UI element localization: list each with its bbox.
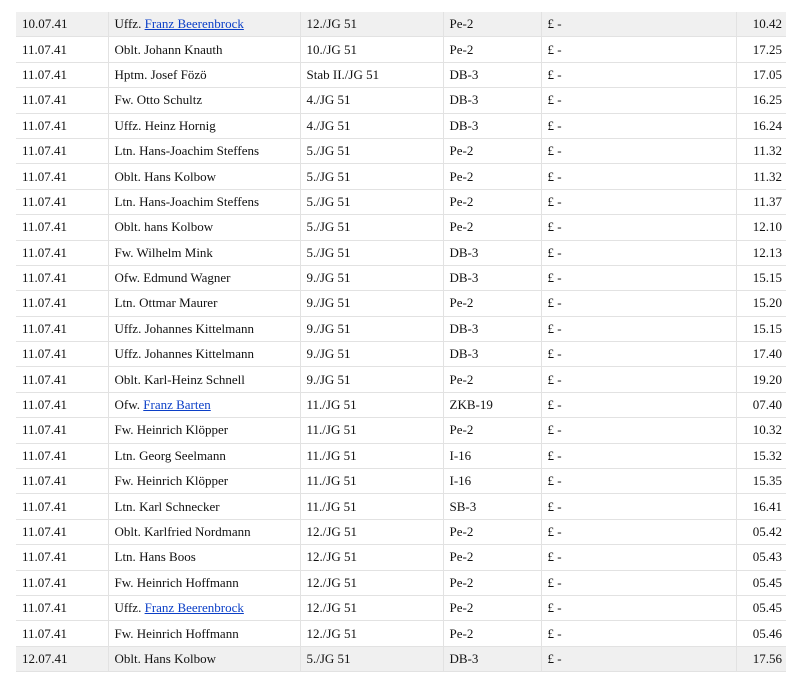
aircraft-type-cell: DB-3 [443,316,541,341]
pilot-rank: Oblt. [114,650,141,666]
date-cell: 11.07.41 [16,443,108,468]
aircraft-type-cell: Pe-2 [443,621,541,646]
pilot-rank: Fw. [114,92,134,108]
time-cell: 16.41 [736,494,786,519]
pilot-name: Wilhelm Mink [136,244,213,260]
pilot-name: Heinz Hornig [144,117,216,133]
pilot-cell [108,392,300,417]
pilot-cell [108,189,300,214]
table-row [16,621,786,646]
location-cell: £ - [541,240,736,265]
aircraft-type-cell: Pe-2 [443,215,541,240]
pilot-rank: Fw. [114,422,134,438]
pilot-cell [108,291,300,316]
table-row [16,469,786,494]
time-cell: 11.32 [736,138,786,163]
aircraft-type-cell: Pe-2 [443,367,541,392]
location-cell: £ - [541,392,736,417]
pilot-rank: Oblt. [114,524,141,539]
pilot-name: Hans-Joachim Steffens [139,143,260,159]
unit-cell: 12./JG 51 [300,519,443,544]
pilot-name: Johannes Kittelmann [144,346,254,362]
pilot-rank: Fw. [114,244,134,260]
aircraft-type-cell: DB-3 [443,62,541,87]
table-row [16,215,786,240]
date-cell: 11.07.41 [16,37,108,62]
table-body [16,12,786,672]
unit-cell: 11./JG 51 [300,392,443,417]
location-cell: £ - [541,189,736,214]
time-cell: 11.32 [736,164,786,189]
time-cell: 15.15 [736,316,786,341]
unit-cell: 5./JG 51 [300,240,443,265]
pilot-cell [108,519,300,544]
unit-cell: 10./JG 51 [300,37,443,62]
table-row [16,367,786,392]
pilot-rank: Oblt. [114,219,141,235]
time-cell: 12.13 [736,240,786,265]
time-cell: 16.24 [736,113,786,138]
aircraft-type-cell: Pe-2 [443,418,541,443]
table-row [16,494,786,519]
time-cell: 10.42 [736,12,786,37]
location-cell: £ - [541,646,736,671]
table-row [16,291,786,316]
time-cell: 17.40 [736,342,786,367]
date-cell: 11.07.41 [16,570,108,595]
location-cell: £ - [541,595,736,620]
pilot-cell [108,342,300,367]
table-row [16,392,786,417]
table-row [16,265,786,290]
time-cell: 17.25 [736,37,786,62]
pilot-rank: Oblt. [114,41,141,57]
time-cell: 15.20 [736,291,786,316]
pilot-name: hans Kolbow [144,219,214,235]
date-cell: 11.07.41 [16,316,108,341]
pilot-rank: Ltn. [114,447,136,463]
unit-cell: 9./JG 51 [300,367,443,392]
location-cell: £ - [541,545,736,570]
pilot-rank: Uffz. [114,346,142,362]
location-cell: £ - [541,12,736,37]
unit-cell: 11./JG 51 [300,418,443,443]
date-cell: 11.07.41 [16,88,108,113]
table-row [16,316,786,341]
pilot-cell [108,113,300,138]
aircraft-type-cell: Pe-2 [443,519,541,544]
aircraft-type-cell: Pe-2 [443,545,541,570]
pilot-cell [108,12,300,37]
table-row [16,164,786,189]
pilot-name: Edmund Wagner [143,270,231,286]
time-cell: 05.46 [736,621,786,646]
victory-claims-table [16,12,786,672]
aircraft-type-cell: Pe-2 [443,164,541,189]
date-cell: 11.07.41 [16,265,108,290]
pilot-cell [108,621,300,646]
aircraft-type-cell: Pe-2 [443,291,541,316]
date-cell: 11.07.41 [16,621,108,646]
location-cell: £ - [541,62,736,87]
time-cell: 11.37 [736,189,786,214]
aircraft-type-cell: ZKB-19 [443,392,541,417]
location-cell: £ - [541,570,736,595]
unit-cell: 9./JG 51 [300,265,443,290]
location-cell: £ - [541,164,736,189]
date-cell: 11.07.41 [16,342,108,367]
aircraft-type-cell: DB-3 [443,113,541,138]
pilot-cell [108,595,300,620]
unit-cell: 12./JG 51 [300,570,443,595]
pilot-name: Karl Schnecker [139,498,220,514]
time-cell: 15.35 [736,469,786,494]
pilot-name-link[interactable]: Franz Beerenbrock [144,16,244,32]
table-row [16,342,786,367]
aircraft-type-cell: DB-3 [443,646,541,671]
date-cell: 12.07.41 [16,646,108,671]
table-row [16,12,786,37]
victory-claims-table-container [16,12,786,672]
location-cell: £ - [541,138,736,163]
table-row [16,545,786,570]
time-cell: 17.56 [736,646,786,671]
aircraft-type-cell: Pe-2 [443,189,541,214]
table-row [16,519,786,544]
date-cell: 11.07.41 [16,189,108,214]
date-cell: 11.07.41 [16,392,108,417]
table-row [16,113,786,138]
location-cell: £ - [541,621,736,646]
pilot-rank: Ofw. [114,270,141,286]
aircraft-type-cell: I-16 [443,469,541,494]
table-row [16,570,786,595]
aircraft-type-cell: Pe-2 [443,12,541,37]
pilot-rank: Uffz. [114,600,142,616]
pilot-name: Hans Kolbow [144,168,216,184]
unit-cell: 5./JG 51 [300,138,443,163]
pilot-cell [108,443,300,468]
pilot-rank: Ltn. [114,295,136,311]
pilot-rank: Uffz. [114,16,142,32]
aircraft-type-cell: Pe-2 [443,570,541,595]
date-cell: 11.07.41 [16,215,108,240]
pilot-cell [108,240,300,265]
pilot-name: Heinrich Hoffmann [136,625,239,641]
unit-cell: 12./JG 51 [300,545,443,570]
time-cell: 05.42 [736,519,786,544]
pilot-name-link[interactable]: Franz Beerenbrock [144,600,244,616]
location-cell: £ - [541,469,736,494]
location-cell: £ - [541,113,736,138]
time-cell: 16.25 [736,88,786,113]
table-row [16,240,786,265]
pilot-cell [108,88,300,113]
location-cell: £ - [541,316,736,341]
time-cell: 10.32 [736,418,786,443]
date-cell: 11.07.41 [16,164,108,189]
date-cell: 11.07.41 [16,367,108,392]
pilot-rank: Ofw. [114,397,141,413]
unit-cell: 5./JG 51 [300,215,443,240]
unit-cell: 5./JG 51 [300,189,443,214]
aircraft-type-cell: DB-3 [443,240,541,265]
table-row [16,646,786,671]
time-cell: 05.45 [736,570,786,595]
location-cell: £ - [541,443,736,468]
aircraft-type-cell: Pe-2 [443,138,541,163]
pilot-name: Karlfried Nordmann [144,524,251,539]
date-cell: 11.07.41 [16,138,108,163]
pilot-cell [108,418,300,443]
unit-cell: 12./JG 51 [300,621,443,646]
aircraft-type-cell: I-16 [443,443,541,468]
table-row [16,62,786,87]
pilot-rank: Ltn. [114,143,136,159]
location-cell: £ - [541,88,736,113]
pilot-cell [108,545,300,570]
pilot-name: Hans Boos [139,549,196,565]
pilot-rank: Fw. [114,473,134,489]
pilot-cell [108,646,300,671]
date-cell: 11.07.41 [16,545,108,570]
unit-cell: 11./JG 51 [300,443,443,468]
pilot-rank: Oblt. [114,371,141,387]
table-row [16,443,786,468]
pilot-cell [108,215,300,240]
pilot-rank: Fw. [114,625,134,641]
unit-cell: 11./JG 51 [300,469,443,494]
unit-cell: 9./JG 51 [300,316,443,341]
aircraft-type-cell: DB-3 [443,342,541,367]
unit-cell: 11./JG 51 [300,494,443,519]
aircraft-type-cell: SB-3 [443,494,541,519]
aircraft-type-cell: DB-3 [443,265,541,290]
pilot-rank: Fw. [114,574,134,590]
time-cell: 17.05 [736,62,786,87]
pilot-name: Georg Seelmann [139,447,226,463]
location-cell: £ - [541,265,736,290]
unit-cell: 4./JG 51 [300,88,443,113]
table-row [16,37,786,62]
pilot-rank: Ltn. [114,549,136,565]
time-cell: 05.43 [736,545,786,570]
pilot-name: Johann Knauth [144,41,223,57]
date-cell: 11.07.41 [16,469,108,494]
pilot-name: Hans-Joachim Steffens [139,193,260,209]
time-cell: 15.15 [736,265,786,290]
pilot-rank: Hptm. [114,66,148,82]
pilot-name: Karl-Heinz Schnell [144,371,245,387]
unit-cell: 9./JG 51 [300,291,443,316]
location-cell: £ - [541,215,736,240]
pilot-rank: Ltn. [114,193,136,209]
pilot-name: Josef Fözö [150,66,207,82]
pilot-cell [108,469,300,494]
unit-cell: 4./JG 51 [300,113,443,138]
table-row [16,418,786,443]
pilot-name: Hans Kolbow [144,650,216,666]
date-cell: 11.07.41 [16,113,108,138]
unit-cell: 5./JG 51 [300,646,443,671]
location-cell: £ - [541,291,736,316]
pilot-name: Heinrich Hoffmann [136,574,239,590]
location-cell: £ - [541,37,736,62]
date-cell: 10.07.41 [16,12,108,37]
pilot-name: Ottmar Maurer [139,295,218,311]
time-cell: 12.10 [736,215,786,240]
unit-cell: 5./JG 51 [300,164,443,189]
location-cell: £ - [541,494,736,519]
unit-cell: 9./JG 51 [300,342,443,367]
pilot-rank: Uffz. [114,320,142,336]
date-cell: 11.07.41 [16,595,108,620]
pilot-cell [108,494,300,519]
location-cell: £ - [541,418,736,443]
date-cell: 11.07.41 [16,418,108,443]
table-row [16,595,786,620]
date-cell: 11.07.41 [16,240,108,265]
pilot-name: Heinrich Klöpper [136,422,229,438]
date-cell: 11.07.41 [16,62,108,87]
pilot-cell [108,316,300,341]
pilot-name: Otto Schultz [136,92,203,108]
location-cell: £ - [541,342,736,367]
pilot-rank: Uffz. [114,117,142,133]
pilot-name-link[interactable]: Franz Barten [143,397,211,413]
aircraft-type-cell: DB-3 [443,88,541,113]
pilot-cell [108,367,300,392]
table-row [16,138,786,163]
date-cell: 11.07.41 [16,291,108,316]
time-cell: 07.40 [736,392,786,417]
time-cell: 15.32 [736,443,786,468]
date-cell: 11.07.41 [16,494,108,519]
table-row [16,88,786,113]
pilot-cell [108,265,300,290]
date-cell: 11.07.41 [16,519,108,544]
pilot-cell [108,570,300,595]
aircraft-type-cell: Pe-2 [443,595,541,620]
unit-cell: 12./JG 51 [300,12,443,37]
location-cell: £ - [541,519,736,544]
pilot-name: Johannes Kittelmann [144,320,254,336]
pilot-rank: Ltn. [114,498,136,514]
pilot-name: Heinrich Klöpper [136,473,229,489]
unit-cell: Stab II./JG 51 [300,62,443,87]
pilot-rank: Oblt. [114,168,141,184]
unit-cell: 12./JG 51 [300,595,443,620]
time-cell: 19.20 [736,367,786,392]
table-row [16,189,786,214]
location-cell: £ - [541,367,736,392]
pilot-cell [108,138,300,163]
pilot-cell [108,164,300,189]
time-cell: 05.45 [736,595,786,620]
pilot-cell [108,37,300,62]
pilot-cell [108,62,300,87]
aircraft-type-cell: Pe-2 [443,37,541,62]
